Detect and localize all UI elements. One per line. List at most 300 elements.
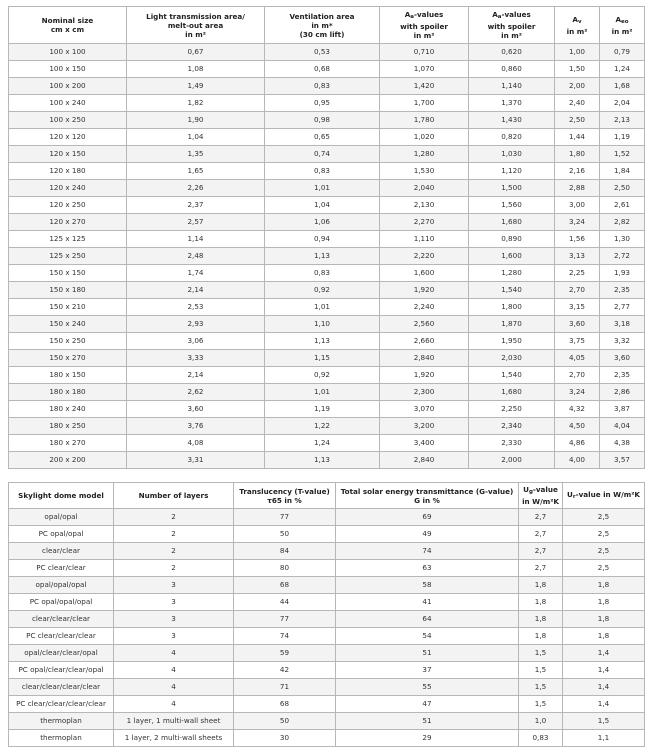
col-header-ventilation-area: [265, 7, 380, 44]
header-subscript: v: [577, 18, 582, 25]
table-cell: 1,370: [469, 95, 555, 112]
table-cell: 2,000: [469, 452, 555, 469]
header-line: (30 cm lift): [299, 29, 345, 39]
table-cell: 1,020: [380, 129, 469, 146]
table-row: [9, 611, 645, 628]
table-row: [9, 526, 645, 543]
table-cell: PC clear/clear: [9, 560, 114, 577]
table-cell: 1,01: [265, 299, 380, 316]
header-symbol: U: [567, 489, 573, 499]
table-cell: 1,14: [127, 231, 265, 248]
table-cell: 29: [336, 730, 519, 747]
table-row: [9, 333, 645, 350]
table-row: [9, 679, 645, 696]
table-cell: 120 x 240: [9, 180, 127, 197]
table-cell: 74: [234, 628, 336, 645]
header-line: Skylight dome model: [18, 491, 104, 500]
table-cell: 2,86: [600, 384, 645, 401]
header-line: Number of layers: [138, 491, 209, 500]
header-line: Ventilation area: [289, 11, 355, 21]
table-cell: 2,48: [127, 248, 265, 265]
table-cell: 1 layer, 2 multi-wall sheets: [114, 730, 234, 747]
table-cell: 1,5: [519, 696, 563, 713]
table-row: [9, 509, 645, 526]
table-cell: 1,120: [469, 163, 555, 180]
table-cell: 3,60: [600, 350, 645, 367]
table-cell: 2,62: [127, 384, 265, 401]
table-row: [9, 401, 645, 418]
table-cell: 0,92: [265, 282, 380, 299]
header-line: [469, 10, 554, 22]
table-cell: 4,32: [555, 401, 600, 418]
table-row: [9, 248, 645, 265]
table-cell: 1,13: [265, 333, 380, 350]
table-cell: 0,860: [469, 61, 555, 78]
table-cell: 3,06: [127, 333, 265, 350]
table-cell: 3,00: [555, 197, 600, 214]
table-cell: 1,52: [600, 146, 645, 163]
table-cell: 1,780: [380, 112, 469, 129]
table-cell: 3,76: [127, 418, 265, 435]
table-row: [9, 146, 645, 163]
table-cell: 0,94: [265, 231, 380, 248]
table-cell: 2,50: [600, 180, 645, 197]
table-cell: 200 x 200: [9, 452, 127, 469]
table-cell: 1,30: [600, 231, 645, 248]
header-line: in m²: [501, 31, 522, 40]
table-cell: 4: [114, 679, 234, 696]
col-header-light-transmission-area: [127, 7, 265, 44]
table-cell: 71: [234, 679, 336, 696]
table-cell: 2,660: [380, 333, 469, 350]
header-line: melt-out area: [167, 20, 224, 30]
table-row: [9, 95, 645, 112]
header-suffix: -value in W/m²K: [575, 489, 640, 499]
table-cell: 125 x 250: [9, 248, 127, 265]
header-line: in W/m²K: [522, 497, 559, 506]
table-cell: 1,140: [469, 78, 555, 95]
table-row: [9, 594, 645, 611]
table-cell: 1,800: [469, 299, 555, 316]
table-cell: 1,15: [265, 350, 380, 367]
col-header-aa-values-1: [380, 7, 469, 44]
table-cell: 0,92: [265, 367, 380, 384]
table-cell: 54: [336, 628, 519, 645]
skylight-dome-table: [8, 482, 645, 747]
header-suffix: -values: [501, 10, 531, 19]
table-cell: 3,070: [380, 401, 469, 418]
header-line: with spoiler: [400, 22, 448, 31]
header-line: in m²: [413, 31, 435, 40]
header-symbol: A: [572, 14, 578, 24]
table-cell: 2,840: [380, 452, 469, 469]
header-symbol: U: [523, 485, 529, 494]
table-cell: 3,33: [127, 350, 265, 367]
header-line: [563, 490, 644, 502]
table-cell: clear/clear: [9, 543, 114, 560]
table-cell: 1,700: [380, 95, 469, 112]
table-cell: 47: [336, 696, 519, 713]
table-cell: 1,35: [127, 146, 265, 163]
table-cell: 2,250: [469, 401, 555, 418]
table-row: [9, 214, 645, 231]
table-cell: 3,32: [600, 333, 645, 350]
table-cell: 0,98: [265, 112, 380, 129]
table-cell: 44: [234, 594, 336, 611]
table-cell: 42: [234, 662, 336, 679]
table-cell: 3,57: [600, 452, 645, 469]
table-cell: 1,19: [265, 401, 380, 418]
table-cell: 2,5: [563, 509, 645, 526]
table-row: [9, 163, 645, 180]
table-cell: clear/clear/clear/clear: [9, 679, 114, 696]
table-cell: 1,5: [519, 679, 563, 696]
header-line: [555, 15, 599, 27]
table-cell: 3: [114, 594, 234, 611]
table-cell: 68: [234, 577, 336, 594]
table-cell: 2,70: [555, 367, 600, 384]
table-cell: 1,10: [265, 316, 380, 333]
table-row: [9, 628, 645, 645]
table-cell: 2,340: [469, 418, 555, 435]
table-cell: 2,5: [563, 543, 645, 560]
table-row: [9, 367, 645, 384]
header-line: in m*: [311, 20, 333, 30]
table-cell: 2,040: [380, 180, 469, 197]
table-cell: 3,24: [555, 384, 600, 401]
table-cell: 2,77: [600, 299, 645, 316]
table-cell: 1,06: [265, 214, 380, 231]
table-cell: 1,04: [127, 129, 265, 146]
table-row: [9, 61, 645, 78]
col-header-translucency: [234, 483, 336, 509]
table-cell: 1,8: [563, 611, 645, 628]
table-cell: 2,70: [555, 282, 600, 299]
table-cell: 180 x 150: [9, 367, 127, 384]
table-cell: opal/opal: [9, 509, 114, 526]
table-cell: 1,24: [265, 435, 380, 452]
table-cell: 1,280: [469, 265, 555, 282]
table-header-row: [9, 7, 645, 44]
header-line: in m²: [611, 26, 633, 36]
table-cell: 80: [234, 560, 336, 577]
table-cell: 120 x 120: [9, 129, 127, 146]
table-row: [9, 560, 645, 577]
table-cell: 3,15: [555, 299, 600, 316]
table-cell: 68: [234, 696, 336, 713]
header-line: [380, 10, 468, 22]
table-cell: 0,83: [265, 78, 380, 95]
table-cell: 2,560: [380, 316, 469, 333]
table-cell: thermoplan: [9, 713, 114, 730]
table-cell: 2,53: [127, 299, 265, 316]
table-cell: 1 layer, 1 multi-wall sheet: [114, 713, 234, 730]
table-cell: 3,18: [600, 316, 645, 333]
table-cell: 1,920: [380, 282, 469, 299]
header-subscript: r: [572, 493, 576, 500]
table-cell: 4,05: [555, 350, 600, 367]
table-cell: 2,270: [380, 214, 469, 231]
table-cell: 2,82: [600, 214, 645, 231]
table-cell: 1,280: [380, 146, 469, 163]
table-cell: 74: [336, 543, 519, 560]
table-row: [9, 730, 645, 747]
header-line: cm x cm: [50, 25, 85, 34]
table-cell: 1,22: [265, 418, 380, 435]
table-cell: 1,13: [265, 248, 380, 265]
table-cell: 4,04: [600, 418, 645, 435]
table-cell: 2,04: [600, 95, 645, 112]
table-cell: 1,80: [555, 146, 600, 163]
table-cell: 2,330: [469, 435, 555, 452]
table-cell: 150 x 180: [9, 282, 127, 299]
table-cell: PC clear/clear/clear: [9, 628, 114, 645]
table-cell: 0,67: [127, 44, 265, 61]
table-cell: 1,82: [127, 95, 265, 112]
table-cell: 150 x 270: [9, 350, 127, 367]
table-cell: 1,8: [563, 594, 645, 611]
table-cell: 50: [234, 713, 336, 730]
table-cell: 150 x 250: [9, 333, 127, 350]
header-suffix: -value: [532, 485, 558, 494]
table-row: [9, 299, 645, 316]
table-cell: 1,4: [563, 645, 645, 662]
table-cell: 1,110: [380, 231, 469, 248]
table-row: [9, 713, 645, 730]
col-header-ug-value: [519, 483, 563, 509]
table-cell: 1,8: [563, 628, 645, 645]
table-cell: 1,070: [380, 61, 469, 78]
header-subscript: eo: [621, 18, 629, 25]
table-body: [9, 509, 645, 747]
table-cell: 3,60: [127, 401, 265, 418]
header-line: τ65 in %: [267, 495, 302, 505]
table-cell: 3,31: [127, 452, 265, 469]
table-cell: 1,93: [600, 265, 645, 282]
nominal-size-table: [8, 6, 645, 469]
table-cell: 120 x 150: [9, 146, 127, 163]
table-cell: 4,86: [555, 435, 600, 452]
table-cell: 2,93: [127, 316, 265, 333]
table-cell: 2,61: [600, 197, 645, 214]
header-symbol: A: [404, 10, 411, 19]
col-header-nominal-size: [9, 7, 127, 44]
table-cell: PC opal/opal/opal: [9, 594, 114, 611]
col-header-aa-values-2: [469, 7, 555, 44]
col-header-g-value: [336, 483, 519, 509]
table-cell: 150 x 150: [9, 265, 127, 282]
table-cell: 1,8: [519, 577, 563, 594]
table-cell: 2: [114, 509, 234, 526]
table-cell: 1,19: [600, 129, 645, 146]
table-cell: 150 x 210: [9, 299, 127, 316]
table-cell: 1,04: [265, 197, 380, 214]
table-cell: 0,74: [265, 146, 380, 163]
table-cell: 51: [336, 645, 519, 662]
table-cell: PC opal/opal: [9, 526, 114, 543]
table-row: [9, 452, 645, 469]
table-cell: 2,40: [555, 95, 600, 112]
table-cell: 2,50: [555, 112, 600, 129]
table-cell: 1,420: [380, 78, 469, 95]
table-cell: 3: [114, 577, 234, 594]
table-cell: 1,920: [380, 367, 469, 384]
table-cell: 0,95: [265, 95, 380, 112]
table-cell: 3,13: [555, 248, 600, 265]
table-cell: 30: [234, 730, 336, 747]
table-cell: 2,35: [600, 282, 645, 299]
table-cell: 64: [336, 611, 519, 628]
table-cell: 0,820: [469, 129, 555, 146]
table-row: [9, 112, 645, 129]
table-cell: 3,400: [380, 435, 469, 452]
header-line: Translucency (T-value): [239, 486, 330, 496]
table-cell: 2,57: [127, 214, 265, 231]
col-header-aeo: [600, 7, 645, 44]
table-row: [9, 129, 645, 146]
header-line: [519, 485, 562, 497]
table-cell: 2,7: [519, 543, 563, 560]
table-cell: 2,240: [380, 299, 469, 316]
header-line: G in %: [414, 495, 440, 505]
table-cell: 1,08: [127, 61, 265, 78]
table-cell: 4: [114, 696, 234, 713]
table-cell: 2: [114, 526, 234, 543]
table-cell: 2,13: [600, 112, 645, 129]
table-cell: thermoplan: [9, 730, 114, 747]
table-cell: 1,540: [469, 367, 555, 384]
table-cell: 1,90: [127, 112, 265, 129]
table-cell: 2: [114, 543, 234, 560]
table-cell: opal/clear/clear/opal: [9, 645, 114, 662]
table-cell: 4,00: [555, 452, 600, 469]
table-cell: 50: [234, 526, 336, 543]
table-cell: 1,4: [563, 679, 645, 696]
header-line: Total solar energy transmittance (G-value): [340, 486, 514, 496]
table-cell: 100 x 100: [9, 44, 127, 61]
table-cell: 1,680: [469, 214, 555, 231]
table-cell: 0,620: [469, 44, 555, 61]
header-line: [600, 15, 644, 27]
table-cell: 3,24: [555, 214, 600, 231]
table-cell: 1,00: [555, 44, 600, 61]
table-cell: 4,08: [127, 435, 265, 452]
table-row: [9, 645, 645, 662]
table-cell: 1,8: [563, 577, 645, 594]
table-body: [9, 44, 645, 469]
col-header-ur-value: [563, 483, 645, 509]
table-cell: 3,75: [555, 333, 600, 350]
table-cell: 1,430: [469, 112, 555, 129]
table-cell: 1,8: [519, 611, 563, 628]
table-cell: 1,4: [563, 662, 645, 679]
table-cell: 77: [234, 611, 336, 628]
table-row: [9, 696, 645, 713]
table-cell: 2,130: [380, 197, 469, 214]
table-row: [9, 662, 645, 679]
table-cell: 55: [336, 679, 519, 696]
table-cell: 125 x 125: [9, 231, 127, 248]
table-cell: 2,26: [127, 180, 265, 197]
table-cell: 2,72: [600, 248, 645, 265]
table-cell: 69: [336, 509, 519, 526]
table-cell: 41: [336, 594, 519, 611]
table-cell: 2,25: [555, 265, 600, 282]
table-cell: 1,74: [127, 265, 265, 282]
table-cell: 3,200: [380, 418, 469, 435]
table-row: [9, 316, 645, 333]
table-row: [9, 231, 645, 248]
table-cell: 2,35: [600, 367, 645, 384]
table-cell: 1,01: [265, 384, 380, 401]
table-cell: PC clear/clear/clear/clear: [9, 696, 114, 713]
header-line: Light transmission area/: [146, 11, 245, 21]
table-row: [9, 418, 645, 435]
header-suffix: -values: [414, 10, 444, 19]
table-cell: 1,500: [469, 180, 555, 197]
table-cell: 59: [234, 645, 336, 662]
table-cell: 1,540: [469, 282, 555, 299]
table-cell: 4: [114, 662, 234, 679]
table-cell: 1,56: [555, 231, 600, 248]
table-cell: 1,65: [127, 163, 265, 180]
table-row: [9, 350, 645, 367]
table-cell: 100 x 150: [9, 61, 127, 78]
table-cell: 4,50: [555, 418, 600, 435]
table-cell: 150 x 240: [9, 316, 127, 333]
table-cell: 1,68: [600, 78, 645, 95]
table-row: [9, 78, 645, 95]
table-cell: 1,5: [519, 645, 563, 662]
table-cell: 1,8: [519, 628, 563, 645]
table-cell: 0,65: [265, 129, 380, 146]
table-cell: 2,7: [519, 526, 563, 543]
table-cell: 2,5: [563, 560, 645, 577]
table-header-row: [9, 483, 645, 509]
table-cell: 120 x 250: [9, 197, 127, 214]
table-cell: 0,890: [469, 231, 555, 248]
table-cell: 0,83: [265, 163, 380, 180]
table-cell: 37: [336, 662, 519, 679]
table-cell: 100 x 240: [9, 95, 127, 112]
table-cell: 1,5: [563, 713, 645, 730]
table-cell: 1,24: [600, 61, 645, 78]
table-cell: clear/clear/clear: [9, 611, 114, 628]
table-cell: 1,870: [469, 316, 555, 333]
table-cell: 2,7: [519, 560, 563, 577]
table-cell: 1,49: [127, 78, 265, 95]
table-cell: 1,13: [265, 452, 380, 469]
table-cell: 1,4: [563, 696, 645, 713]
table-cell: 4: [114, 645, 234, 662]
table-cell: 2,5: [563, 526, 645, 543]
header-line: in m²: [185, 29, 206, 39]
table-cell: 3: [114, 611, 234, 628]
table-row: [9, 282, 645, 299]
table-cell: 0,83: [519, 730, 563, 747]
table-cell: 0,79: [600, 44, 645, 61]
table-cell: 2,220: [380, 248, 469, 265]
col-header-av: [555, 7, 600, 44]
table-cell: 2,7: [519, 509, 563, 526]
table-cell: PC opal/clear/clear/opal: [9, 662, 114, 679]
table-cell: 180 x 250: [9, 418, 127, 435]
table-cell: 58: [336, 577, 519, 594]
table-cell: 2,300: [380, 384, 469, 401]
table-cell: 2,14: [127, 282, 265, 299]
table-cell: 180 x 180: [9, 384, 127, 401]
table-cell: 3: [114, 628, 234, 645]
